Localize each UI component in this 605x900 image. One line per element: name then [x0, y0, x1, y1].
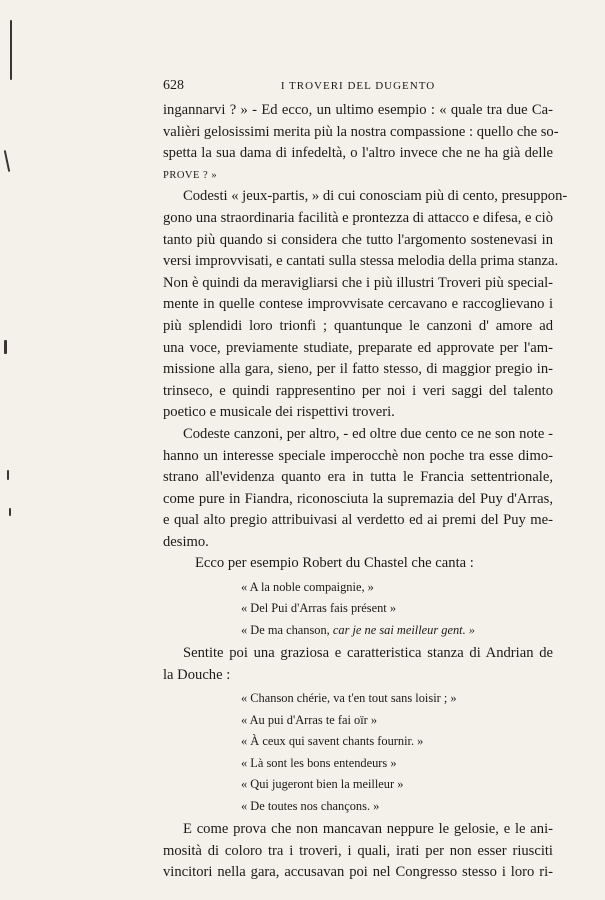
- text-line: mente in quelle contese improvvisate cercavano e raccoglievano i: [163, 296, 553, 313]
- page-body: [163, 100, 568, 884]
- page-number: 628: [163, 78, 184, 93]
- text-line: E come prova che non mancavan neppure le gelosie, e le ani-: [183, 820, 553, 837]
- text-line: missione alla gara, sieno, per il fatto stesso, di maggior pregio in-: [163, 361, 553, 378]
- scan-mark: [10, 20, 12, 80]
- paragraph-3: [163, 424, 553, 554]
- paragraph-5: [163, 643, 553, 686]
- running-title: I TROVERI DEL DUGENTO: [280, 80, 436, 92]
- text-line: vincitori nella gara, accusavan poi nel Congresso stesso i loro ri-: [163, 864, 553, 881]
- verse-line: « Au pui d'Arras te fai oïr »: [241, 712, 378, 727]
- text-line: mosità di coloro tra i troveri, i quali, irati per non esser riusciti: [163, 842, 553, 859]
- verse-line: « Del Pui d'Arras fais présent »: [241, 601, 397, 616]
- text-line: spetta la sua dama di infedeltà, o l'altro invece che ne ha già delle: [163, 145, 553, 162]
- verse-line: [163, 620, 553, 641]
- verse-block-2: [163, 688, 553, 816]
- verse-block-1: [163, 577, 553, 641]
- scan-mark: [7, 470, 9, 480]
- text-line: Sentite poi una graziosa e caratteristica stanza di Andrian de: [183, 645, 553, 662]
- verse-line: « Chanson chérie, va t'en tout sans loisir ; »: [241, 691, 457, 706]
- scan-mark: [4, 340, 7, 354]
- text-line: poetico e musicale dei rispettivi troveri.: [163, 404, 395, 421]
- paragraph-1: [163, 100, 559, 186]
- text-line: strano all'evidenza quanto era in tutta le Francia settentrionale,: [163, 469, 553, 486]
- text-line: Non è quindi da meravigliarsi che i più illustri Troveri più special-: [163, 274, 553, 291]
- verse-line: « Là sont les bons entendeurs »: [241, 755, 397, 770]
- paragraph-2: [163, 186, 568, 424]
- paragraph-6: [163, 819, 553, 884]
- verse-line: « Qui jugeront bien la meilleur »: [241, 777, 404, 792]
- text-line: la Douche :: [163, 666, 231, 683]
- text-line: trinseco, e quindi rappresentino per noi i veri saggi del talento: [163, 382, 553, 399]
- running-header: [163, 78, 553, 98]
- text-line: versi improvvisati, e cantati sulla stessa melodia della prima stanza.: [163, 253, 559, 270]
- text-line: gono una straordinaria facilità e prontezza di attacco e difesa, e ciò: [163, 209, 553, 226]
- text-line: PROVE ? »: [163, 169, 218, 181]
- text-line: ingannarvi ? » - Ed ecco, un ultimo esempio : « quale tra due Ca-: [163, 102, 553, 118]
- text-line: desimo.: [163, 533, 209, 550]
- text-line: Codesti « jeux-partis, » di cui conosciam più di cento, presuppon-: [183, 188, 568, 205]
- text-line: come pure in Fiandra, riconosciuta la supremazia del Puy d'Arras,: [163, 490, 553, 507]
- text-line: una voce, previamente studiate, preparate ed approvate per l'am-: [163, 339, 553, 356]
- scan-mark: [4, 150, 11, 172]
- verse-line: « À ceux qui savent chants fournir. »: [241, 734, 424, 749]
- text-line: Ecco per esempio Robert du Chastel che canta :: [195, 555, 474, 572]
- verse-text: « De ma chanson,: [241, 622, 333, 637]
- verse-line: « A la noble compaignie, »: [241, 580, 374, 595]
- text-line: hanno un interesse speciale imperocchè non poche tra esse dimo-: [163, 447, 553, 464]
- scan-mark: [9, 508, 11, 516]
- verse-italic-text: car je ne sai meilleur gent. »: [332, 622, 475, 637]
- text-line: tanto più quando si considera che tutto l'argomento sostenevasi in: [163, 231, 553, 248]
- text-line: Codeste canzoni, per altro, - ed oltre due cento ce ne son note -: [183, 425, 553, 442]
- paragraph-4: [163, 553, 553, 575]
- text-line: valièri gelosissimi merita più la nostra compassione : quello che so-: [163, 123, 559, 140]
- text-line: più splendidi loro trionfi ; quantunque le canzoni d' amore ad: [163, 317, 553, 334]
- verse-line: « De toutes nos chançons. »: [241, 798, 380, 813]
- text-line: e qual alto pregio attribuivasi al verdetto ed ai premi del Puy me-: [163, 512, 553, 529]
